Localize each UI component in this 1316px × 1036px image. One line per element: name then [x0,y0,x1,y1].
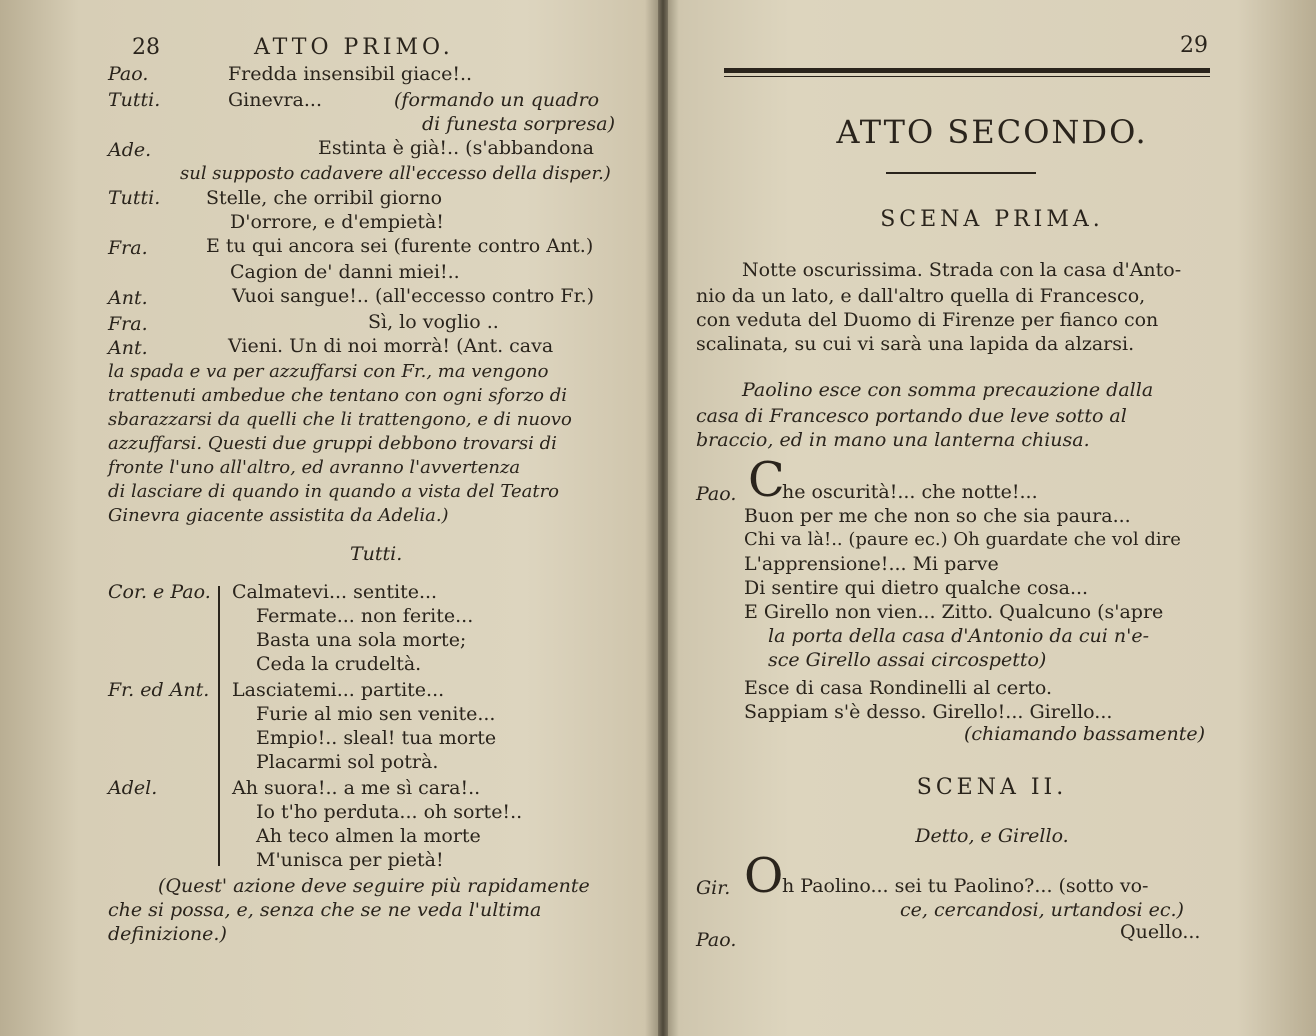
verse-line: Ceda la crudeltà. [256,653,422,675]
verse-line: Placarmi sol potrà. [256,751,439,773]
verse-line: Fredda insensibil giace!.. [228,63,473,85]
speaker: Fra. [108,237,148,259]
verse-line: Buon per me che non so che sia paura... [744,505,1131,527]
verse-line: Fermate... non ferite... [256,605,474,627]
stage-direction: sul supposto cadavere all'eccesso della disper.) [180,163,611,184]
stage-direction: (chiamando bassamente) [964,723,1206,745]
verse-line: Quello... [1120,921,1201,943]
stage-direction-line: la spada e va per azzuffarsi con Fr., ma vengono [108,361,549,382]
closing-direction: (Quest' azione deve seguire più rapidamente [158,875,590,897]
speaker: Cor. e Pao. [108,581,211,603]
closing-direction: che si possa, e, senza che se ne veda l'ultima [108,899,542,921]
verse-line: E Girello non vien... Zitto. Qualcuno (s'apre [744,601,1164,623]
verse-line: he oscurità!... che notte!... [782,481,1038,503]
setting-line: con veduta del Duomo di Firenze per fianco con [696,309,1159,331]
stage-direction-line: di lasciare di quando in quando a vista del Teatro [108,481,560,502]
stage-direction: di funesta sorpresa) [422,113,616,135]
verse-line: Furie al mio sen venite... [256,703,496,725]
scene-title: SCENA PRIMA. [880,207,1104,232]
verse-line: Ginevra... [228,89,322,111]
speaker: Pao. [108,63,149,85]
speaker: Pao. [696,929,737,951]
verse-line: Io t'ho perduta... oh sorte!.. [256,801,523,823]
running-head: ATTO PRIMO. [254,35,454,60]
verse-line: Vieni. Un di noi morrà! (Ant. cava [228,335,554,357]
stage-direction-line: Ginevra giacente assistita da Adelia.) [108,505,449,526]
stage-direction: (formando un quadro [394,89,600,111]
verse-line: Estinta è già!.. (s'abbandona [318,137,594,159]
verse-line: Vuoi sangue!.. (all'eccesso contro Fr.) [232,285,595,307]
stage-direction: ce, cercandosi, urtandosi ec.) [900,899,1184,921]
verse-line: Calmatevi... sentite... [232,581,438,603]
entrance-direction: braccio, ed in mano una lanterna chiusa. [696,429,1090,451]
speaker: Ade. [108,139,152,161]
setting-line: Notte oscurissima. Strada con la casa d'Anto- [742,259,1182,281]
verse-line: Basta una sola morte; [256,629,467,651]
verse-line: h Paolino... sei tu Paolino?... (sotto vo- [782,875,1149,897]
book-gutter [658,0,668,1036]
header-rule-thin [724,76,1210,77]
speaker: Tutti. [108,187,161,209]
stage-direction-line: fronte l'uno all'altro, ed avranno l'avvertenza [108,457,521,478]
speaker: Ant. [108,287,148,309]
drop-capital: C [748,452,785,508]
entrance-direction: casa di Francesco portando due leve sotto al [696,405,1127,427]
verse-line: Lasciatemi... partite... [232,679,445,701]
drop-capital: O [744,848,784,904]
verse-line: Cagion de' danni miei!.. [230,261,460,283]
verse-line: Chi va là!.. (paure ec.) Oh guardate che vol dire [744,529,1181,550]
speaker: Pao. [696,483,737,505]
header-rule [724,68,1210,73]
page-number: 29 [1180,33,1208,58]
tutti-heading: Tutti. [350,543,403,565]
verse-line: L'apprensione!... Mi parve [744,553,999,575]
closing-direction: definizione.) [108,923,227,945]
stage-direction-line: azzuffarsi. Questi due gruppi debbono trovarsi di [108,433,557,454]
verse-line: D'orrore, e d'empietà! [230,211,444,233]
verse-line: Empio!.. sleal! tua morte [256,727,497,749]
verse-line: E tu qui ancora sei (furente contro Ant.) [206,235,594,257]
verse-line: Di sentire qui dietro qualche cosa... [744,577,1089,599]
verse-line: Esce di casa Rondinelli al certo. [744,677,1053,699]
page-number: 28 [132,35,160,60]
speaker: Adel. [108,777,158,799]
stage-direction-line: trattenuti ambedue che tentano con ogni sforzo di [108,385,568,406]
verse-line: M'unisca per pietà! [256,849,444,871]
stage-direction-line: sbarazzarsi da quelli che li trattengono, e di nuovo [108,409,572,430]
verse-line: Ah suora!.. a me sì cara!.. [232,777,481,799]
stage-direction: sce Girello assai circospetto) [768,649,1047,671]
verse-line: Stelle, che orribil giorno [206,187,443,209]
entrance-direction: Paolino esce con somma precauzione dalla [742,379,1154,401]
brace-line [218,586,220,866]
scene-title: SCENA II. [916,775,1068,800]
right-page [668,0,1316,1036]
stage-direction: la porta della casa d'Antonio da cui n'e- [768,625,1150,647]
speaker: Ant. [108,337,148,359]
act-title: ATTO SECONDO. [836,113,1148,151]
setting-line: scalinata, su cui vi sarà una lapida da alzarsi. [696,333,1135,355]
setting-line: nio da un lato, e dall'altro quella di Francesco, [696,285,1146,307]
speaker: Fr. ed Ant. [108,679,210,701]
verse-line: Ah teco almen la morte [256,825,481,847]
verse-line: Sappiam s'è desso. Girello!... Girello... [744,701,1113,723]
speaker: Gir. [696,877,731,899]
speaker: Fra. [108,313,148,335]
speaker: Tutti. [108,89,161,111]
title-rule [886,172,1036,174]
verse-line: Sì, lo voglio .. [368,311,499,333]
scene-cast: Detto, e Girello. [915,825,1069,847]
